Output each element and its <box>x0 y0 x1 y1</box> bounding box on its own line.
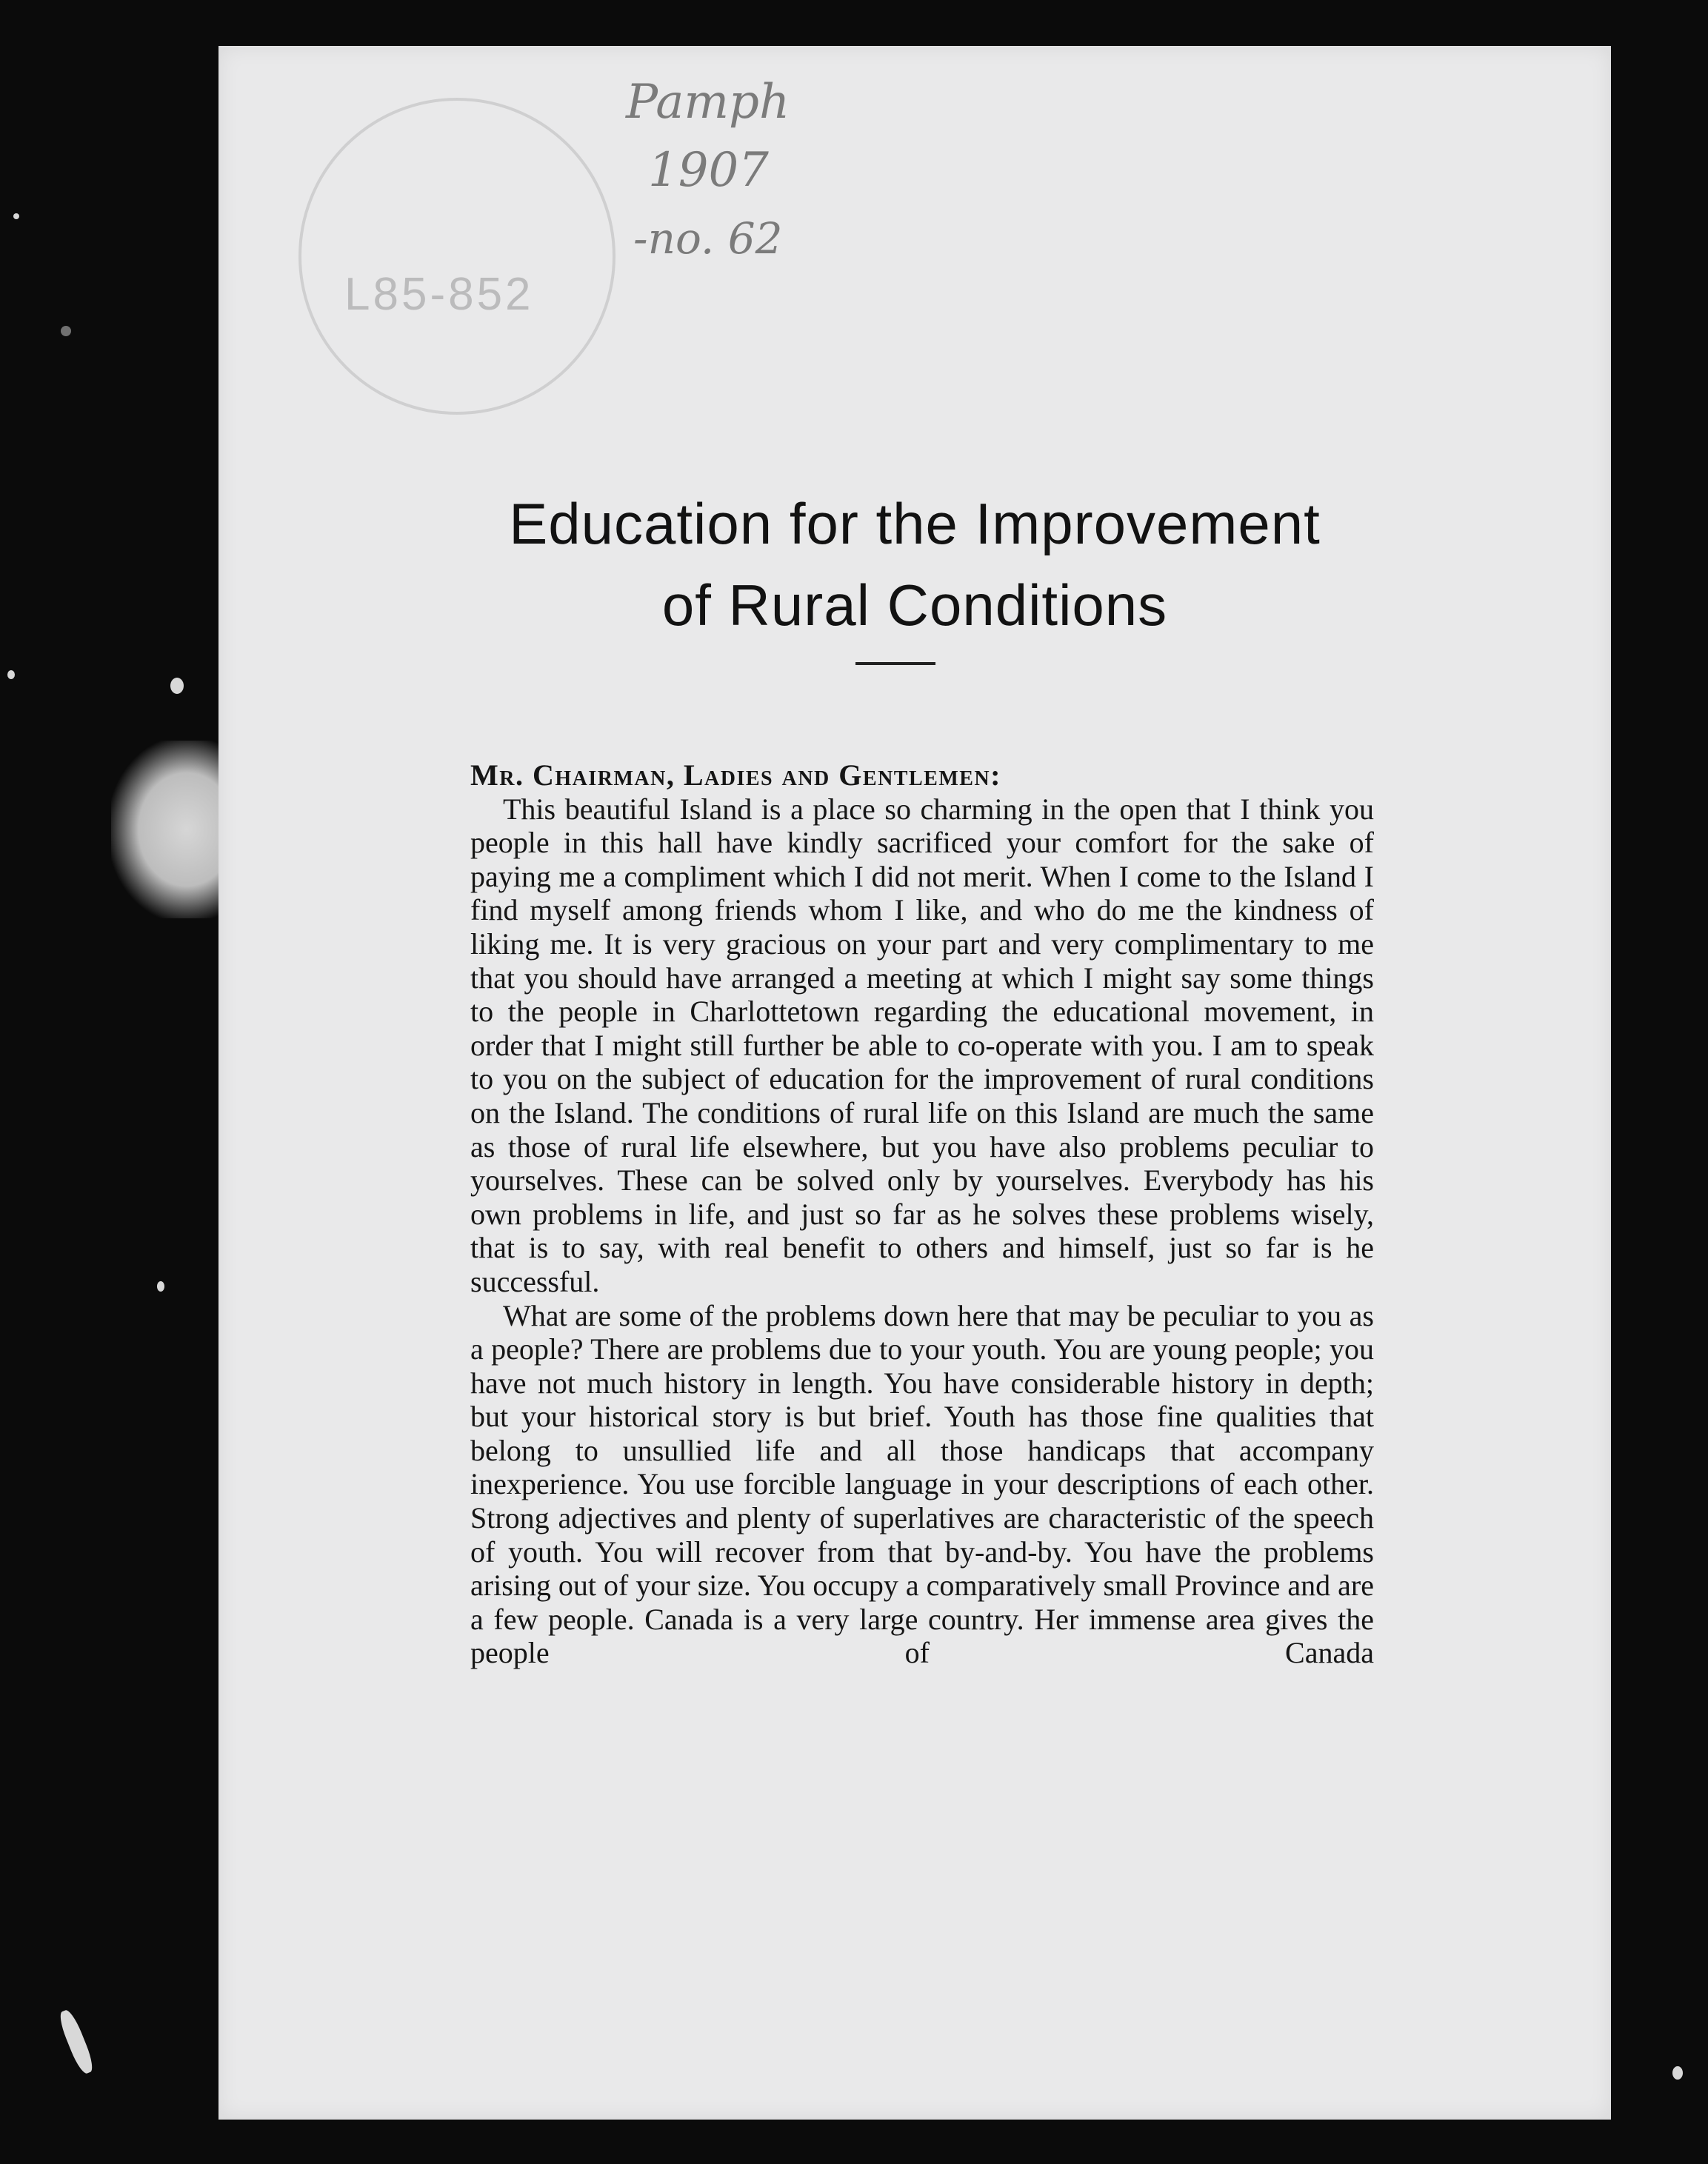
paragraph-2: What are some of the problems down here that may be peculiar to you as a people? There are problems due to your youth. You are young people; you have not much history in length. You have considerable history in depth; but your historical story is but brief. Youth has those fine qualities that belong to unsullied life and all those handicaps that accompany inexperience. You use forcible language in your descriptions of each other. Strong adjectives and plenty of superlatives are characteristic of the speech of youth. You will recover from that by-and-by. You have the problems arising out of your size. You occupy a comparatively small Province and are a few people. Canada is a very large country. Her immense area gives the people of Canada <box>470 1298 1374 1670</box>
film-speck <box>7 670 15 679</box>
film-speck <box>157 1281 164 1292</box>
film-speck <box>56 2008 96 2076</box>
stamp-number: L85-852 <box>344 269 534 320</box>
film-speck <box>170 678 184 694</box>
film-speck <box>13 213 19 219</box>
handwritten-line: -no. 62 <box>633 213 783 264</box>
handwritten-line: Pamph <box>626 75 790 130</box>
film-speck <box>1672 2066 1683 2080</box>
title-line-1: Education for the Improvement <box>509 491 1321 556</box>
library-stamp <box>298 98 616 415</box>
document-title <box>218 483 1611 646</box>
paragraph-1: This beautiful Island is a place so charming in the open that I think you people in this hall have kindly sacrificed your comfort for the sake of paying me a compliment which I did not merit. When I come to the Island I find myself among friends whom I like, and who do me the kindness of liking me. It is very gracious on your part and very complimentary to me that you should have arranged a meeting at which I might say some things to the people in Charlottetown regarding the educational movement, in order that I might still further be able to co-operate with you. I am to speak to you on the subject of education for the improvement of rural conditions on the Island. The conditions of rural life on this Island are much the same as those of rural life elsewhere, but you have also problems peculiar to yourselves. These can be solved only by yourselves. Everybody has his own problems in life, and just so far as he solves these problems wisely, that is to say, with real benefit to others and himself, just so far is he successful. <box>470 792 1374 1298</box>
title-divider <box>855 662 935 665</box>
salutation: Mr. Chairman, Ladies and Gentlemen: <box>470 758 1001 792</box>
film-speck <box>61 326 71 336</box>
handwritten-call-number <box>626 68 790 273</box>
document-page <box>218 46 1611 2120</box>
body-text <box>470 758 1374 1670</box>
title-line-2: of Rural Conditions <box>661 572 1168 638</box>
handwritten-line: 1907 <box>648 143 769 198</box>
